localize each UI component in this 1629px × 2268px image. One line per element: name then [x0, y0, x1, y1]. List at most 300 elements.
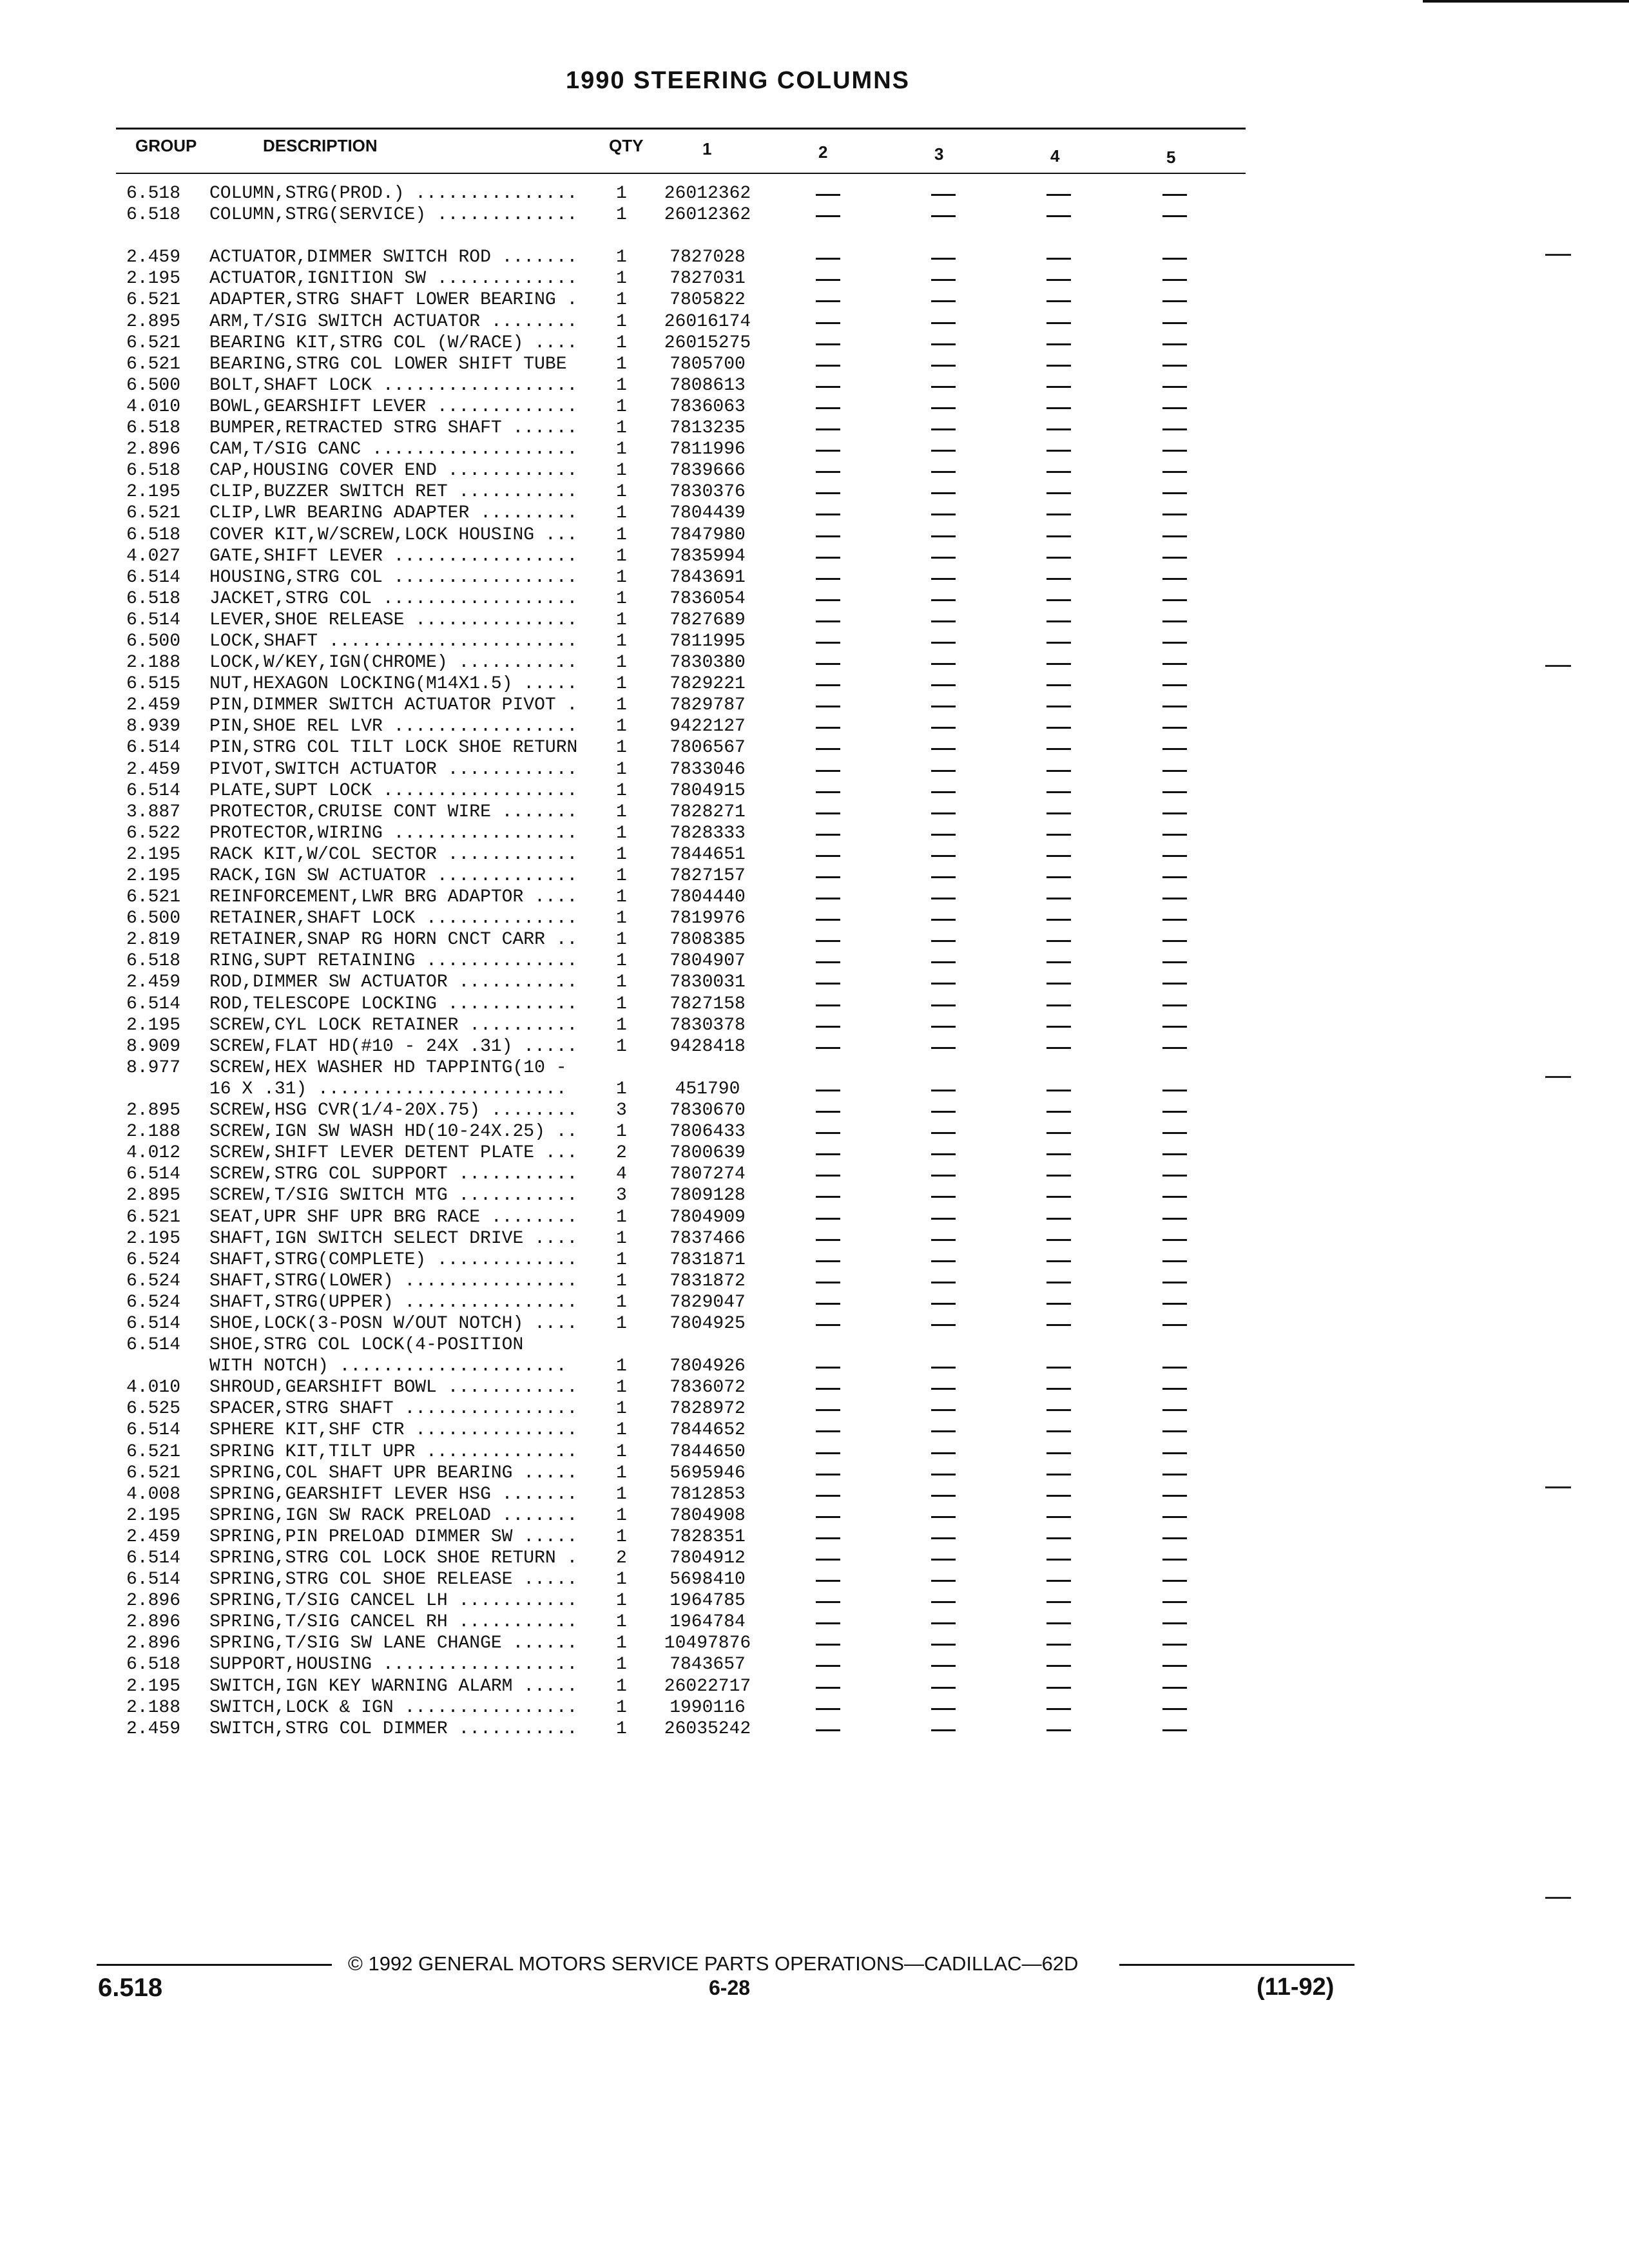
- column-2-dash: [816, 940, 840, 942]
- qty-cell: 1: [616, 1612, 627, 1633]
- description-cell: JACKET,STRG COL ..................: [209, 588, 578, 609]
- part-number-cell: 26022717: [664, 1676, 751, 1696]
- column-2-dash: [816, 620, 840, 622]
- part-number-cell: 26012362: [664, 205, 751, 226]
- column-3-dash: [931, 1687, 956, 1689]
- group-cell: 6.521: [126, 887, 181, 908]
- col-header-5: 5: [1166, 148, 1176, 167]
- column-4-dash: [1046, 322, 1071, 324]
- column-3-dash: [931, 215, 956, 217]
- column-4-dash: [1046, 1665, 1071, 1667]
- group-cell: 6.514: [126, 1548, 181, 1568]
- column-4-dash: [1046, 898, 1071, 899]
- group-cell: 2.896: [126, 439, 181, 460]
- group-cell: 6.514: [126, 1570, 181, 1590]
- column-4-dash: [1046, 663, 1071, 665]
- part-number-cell: 7800639: [670, 1143, 746, 1164]
- group-cell: 2.195: [126, 269, 181, 289]
- group-cell: 2.195: [126, 1505, 181, 1526]
- column-2-dash: [816, 855, 840, 857]
- column-4-dash: [1046, 1644, 1071, 1646]
- qty-cell: 4: [616, 1164, 627, 1185]
- description-cell: SCREW,T/SIG SWITCH MTG ...........: [209, 1186, 578, 1206]
- column-4-dash: [1046, 834, 1071, 836]
- part-number-cell: 7831872: [670, 1271, 746, 1291]
- qty-cell: 1: [616, 1697, 627, 1718]
- column-5-dash: [1162, 428, 1187, 430]
- column-4-dash: [1046, 1111, 1071, 1113]
- description-cell: SPRING,T/SIG CANCEL RH ...........: [209, 1612, 578, 1633]
- group-cell: 2.459: [126, 1718, 181, 1739]
- column-2-dash: [816, 1175, 840, 1177]
- column-4-dash: [1046, 1559, 1071, 1561]
- column-5-dash: [1162, 215, 1187, 217]
- column-5-dash: [1162, 557, 1187, 559]
- part-number-cell: 7827689: [670, 610, 746, 630]
- qty-cell: 1: [616, 332, 627, 353]
- column-5-dash: [1162, 471, 1187, 473]
- column-2-dash: [816, 876, 840, 878]
- column-2-dash: [816, 1559, 840, 1561]
- column-4-dash: [1046, 642, 1071, 644]
- description-cell: SPRING,STRG COL LOCK SHOE RETURN .: [209, 1548, 578, 1568]
- column-5-dash: [1162, 642, 1187, 644]
- part-number-cell: 7804912: [670, 1548, 746, 1568]
- col-header-group: GROUP: [135, 136, 197, 155]
- qty-cell: 1: [616, 461, 627, 481]
- column-5-dash: [1162, 791, 1187, 793]
- part-number-cell: 7829221: [670, 674, 746, 695]
- qty-cell: 1: [616, 1505, 627, 1526]
- column-4-dash: [1046, 1388, 1071, 1390]
- qty-cell: 1: [616, 610, 627, 630]
- qty-cell: 1: [616, 908, 627, 929]
- column-4-dash: [1046, 770, 1071, 772]
- qty-cell: 1: [616, 290, 627, 311]
- column-3-dash: [931, 1367, 956, 1369]
- column-5-dash: [1162, 194, 1187, 196]
- column-2-dash: [816, 919, 840, 921]
- column-3-dash: [931, 1708, 956, 1710]
- part-number-cell: 7833046: [670, 759, 746, 780]
- qty-cell: 1: [616, 1036, 627, 1057]
- description-cell: ACTUATOR,DIMMER SWITCH ROD .......: [209, 247, 578, 268]
- qty-cell: 1: [616, 311, 627, 332]
- group-cell: 3.887: [126, 802, 181, 822]
- part-number-cell: 10497876: [664, 1633, 751, 1654]
- group-cell: 4.012: [126, 1143, 181, 1164]
- group-cell: 6.514: [126, 567, 181, 588]
- column-4-dash: [1046, 365, 1071, 367]
- qty-cell: 1: [616, 1655, 627, 1675]
- column-5-dash: [1162, 855, 1187, 857]
- column-5-dash: [1162, 770, 1187, 772]
- column-3-dash: [931, 514, 956, 515]
- qty-cell: 1: [616, 759, 627, 780]
- part-number-cell: 451790: [675, 1079, 740, 1099]
- column-4-dash: [1046, 428, 1071, 430]
- column-3-dash: [931, 684, 956, 686]
- column-4-dash: [1046, 258, 1071, 260]
- qty-cell: 3: [616, 1100, 627, 1121]
- col-header-description: DESCRIPTION: [263, 136, 378, 155]
- description-cell: COLUMN,STRG(SERVICE) .............: [209, 205, 578, 226]
- column-3-dash: [931, 1622, 956, 1624]
- description-cell: SCREW,STRG COL SUPPORT ...........: [209, 1164, 578, 1185]
- group-cell: 2.459: [126, 247, 181, 268]
- column-2-dash: [816, 1132, 840, 1134]
- description-cell: NUT,HEXAGON LOCKING(M14X1.5) .....: [209, 674, 578, 695]
- description-cell: GATE,SHIFT LEVER .................: [209, 546, 578, 566]
- qty-cell: 1: [616, 247, 627, 268]
- column-4-dash: [1046, 1622, 1071, 1624]
- column-5-dash: [1162, 514, 1187, 515]
- column-4-dash: [1046, 535, 1071, 537]
- column-5-dash: [1162, 1474, 1187, 1475]
- qty-cell: 1: [616, 1718, 627, 1739]
- description-cell: RACK KIT,W/COL SECTOR ............: [209, 844, 578, 865]
- column-4-dash: [1046, 514, 1071, 515]
- qty-cell: 1: [616, 1420, 627, 1441]
- part-number-cell: 7804440: [670, 887, 746, 908]
- column-3-dash: [931, 791, 956, 793]
- part-number-cell: 7804439: [670, 503, 746, 524]
- col-header-3: 3: [934, 144, 944, 164]
- description-cell: LOCK,SHAFT .......................: [209, 631, 578, 651]
- column-3-dash: [931, 194, 956, 196]
- part-number-cell: 7804915: [670, 780, 746, 801]
- column-4-dash: [1046, 407, 1071, 409]
- column-5-dash: [1162, 663, 1187, 665]
- column-2-dash: [816, 258, 840, 260]
- column-4-dash: [1046, 1708, 1071, 1710]
- qty-cell: 1: [616, 418, 627, 439]
- column-2-dash: [816, 1388, 840, 1390]
- header-bottom-rule: [116, 173, 1246, 174]
- group-cell: 2.895: [126, 1100, 181, 1121]
- column-4-dash: [1046, 1516, 1071, 1518]
- group-cell: 4.010: [126, 396, 181, 417]
- column-2-dash: [816, 300, 840, 302]
- description-cell: BOWL,GEARSHIFT LEVER .............: [209, 396, 578, 417]
- column-5-dash: [1162, 1388, 1187, 1390]
- qty-cell: 1: [616, 866, 627, 886]
- part-number-cell: 7811996: [670, 439, 746, 460]
- column-4-dash: [1046, 1153, 1071, 1155]
- column-3-dash: [931, 1644, 956, 1646]
- group-cell: 2.188: [126, 653, 181, 673]
- column-5-dash: [1162, 1218, 1187, 1220]
- qty-cell: 1: [616, 994, 627, 1014]
- qty-cell: 1: [616, 653, 627, 673]
- column-4-dash: [1046, 1324, 1071, 1326]
- qty-cell: 1: [616, 1079, 627, 1099]
- description-cell: PIN,SHOE REL LVR .................: [209, 716, 578, 737]
- group-cell: 4.008: [126, 1484, 181, 1504]
- column-4-dash: [1046, 1430, 1071, 1432]
- column-5-dash: [1162, 1153, 1187, 1155]
- group-cell: 6.500: [126, 631, 181, 651]
- column-3-dash: [931, 1090, 956, 1091]
- group-cell: 2.895: [126, 311, 181, 332]
- column-5-dash: [1162, 1026, 1187, 1028]
- column-5-dash: [1162, 898, 1187, 899]
- column-4-dash: [1046, 1367, 1071, 1369]
- column-3-dash: [931, 748, 956, 750]
- description-cell: SHAFT,STRG(UPPER) ................: [209, 1292, 578, 1312]
- description-cell: SCREW,IGN SW WASH HD(10-24X.25) ..: [209, 1122, 578, 1142]
- group-cell: 6.525: [126, 1399, 181, 1419]
- column-4-dash: [1046, 684, 1071, 686]
- qty-cell: 1: [616, 1378, 627, 1398]
- margin-mark: [1545, 1897, 1571, 1899]
- part-number-cell: 7844652: [670, 1420, 746, 1441]
- qty-cell: 1: [616, 375, 627, 396]
- footer-rule-left: [97, 1964, 332, 1966]
- column-4-dash: [1046, 1260, 1071, 1262]
- group-cell: 2.459: [126, 695, 181, 716]
- column-2-dash: [816, 898, 840, 899]
- part-number-cell: 7830670: [670, 1100, 746, 1121]
- column-4-dash: [1046, 620, 1071, 622]
- column-5-dash: [1162, 1665, 1187, 1667]
- column-3-dash: [931, 727, 956, 729]
- column-3-dash: [931, 407, 956, 409]
- description-cell: SPRING,PIN PRELOAD DIMMER SW .....: [209, 1526, 578, 1547]
- column-4-dash: [1046, 748, 1071, 750]
- description-cell: SHAFT,STRG(LOWER) ................: [209, 1271, 578, 1291]
- column-4-dash: [1046, 1452, 1071, 1454]
- part-number-cell: 26035242: [664, 1718, 751, 1739]
- group-cell: 2.895: [126, 1186, 181, 1206]
- column-4-dash: [1046, 450, 1071, 452]
- part-number-cell: 7844651: [670, 844, 746, 865]
- qty-cell: 2: [616, 1548, 627, 1568]
- column-3-dash: [931, 855, 956, 857]
- column-3-dash: [931, 663, 956, 665]
- qty-cell: 1: [616, 439, 627, 460]
- column-3-dash: [931, 898, 956, 899]
- qty-cell: 1: [616, 588, 627, 609]
- column-3-dash: [931, 258, 956, 260]
- margin-mark: [1545, 254, 1571, 256]
- group-cell: 6.518: [126, 951, 181, 972]
- column-3-dash: [931, 876, 956, 878]
- column-3-dash: [931, 1388, 956, 1390]
- part-number-cell: 7827031: [670, 269, 746, 289]
- column-4-dash: [1046, 1282, 1071, 1283]
- column-3-dash: [931, 450, 956, 452]
- column-3-dash: [931, 620, 956, 622]
- page-title: 1990 STEERING COLUMNS: [566, 67, 910, 94]
- group-cell: 2.819: [126, 930, 181, 950]
- column-2-dash: [816, 1282, 840, 1283]
- column-2-dash: [816, 1644, 840, 1646]
- part-number-cell: 7835994: [670, 546, 746, 566]
- column-2-dash: [816, 770, 840, 772]
- column-2-dash: [816, 450, 840, 452]
- column-2-dash: [816, 535, 840, 537]
- part-number-cell: 26012362: [664, 184, 751, 204]
- qty-cell: 1: [616, 1570, 627, 1590]
- column-3-dash: [931, 1559, 956, 1561]
- column-2-dash: [816, 834, 840, 836]
- column-4-dash: [1046, 1196, 1071, 1198]
- group-cell: 6.518: [126, 524, 181, 545]
- column-4-dash: [1046, 983, 1071, 985]
- column-4-dash: [1046, 194, 1071, 196]
- qty-cell: 1: [616, 1591, 627, 1611]
- column-2-dash: [816, 1495, 840, 1497]
- column-5-dash: [1162, 1196, 1187, 1198]
- group-cell: 2.195: [126, 1015, 181, 1035]
- qty-cell: 1: [616, 802, 627, 822]
- column-2-dash: [816, 1665, 840, 1667]
- column-2-dash: [816, 279, 840, 281]
- part-number-cell: 7812853: [670, 1484, 746, 1504]
- part-number-cell: 7805700: [670, 354, 746, 374]
- column-5-dash: [1162, 1409, 1187, 1411]
- qty-cell: 1: [616, 695, 627, 716]
- column-3-dash: [931, 1026, 956, 1028]
- column-2-dash: [816, 1622, 840, 1624]
- column-4-dash: [1046, 791, 1071, 793]
- description-cell: SHOE,LOCK(3-POSN W/OUT NOTCH) ....: [209, 1313, 578, 1334]
- description-cell: PROTECTOR,CRUISE CONT WIRE .......: [209, 802, 578, 822]
- description-cell: SUPPORT,HOUSING ..................: [209, 1655, 578, 1675]
- column-3-dash: [931, 1239, 956, 1241]
- column-4-dash: [1046, 1474, 1071, 1475]
- qty-cell: 1: [616, 1292, 627, 1312]
- column-5-dash: [1162, 365, 1187, 367]
- qty-cell: 1: [616, 1015, 627, 1035]
- column-2-dash: [816, 1708, 840, 1710]
- column-2-dash: [816, 578, 840, 580]
- part-number-cell: 9428418: [670, 1036, 746, 1057]
- part-number-cell: 7827157: [670, 866, 746, 886]
- column-3-dash: [931, 492, 956, 494]
- description-cell: WITH NOTCH) .....................: [209, 1356, 567, 1377]
- qty-cell: 1: [616, 205, 627, 226]
- column-4-dash: [1046, 1495, 1071, 1497]
- description-cell: 16 X .31) .......................: [209, 1079, 567, 1099]
- column-5-dash: [1162, 1516, 1187, 1518]
- description-cell: COVER KIT,W/SCREW,LOCK HOUSING ...: [209, 524, 578, 545]
- column-3-dash: [931, 1111, 956, 1113]
- column-5-dash: [1162, 1132, 1187, 1134]
- column-5-dash: [1162, 876, 1187, 878]
- column-2-dash: [816, 194, 840, 196]
- group-cell: 6.521: [126, 1207, 181, 1227]
- part-number-cell: 7828972: [670, 1399, 746, 1419]
- description-cell: SCREW,SHIFT LEVER DETENT PLATE ...: [209, 1143, 578, 1164]
- group-cell: 2.188: [126, 1697, 181, 1718]
- group-cell: 6.500: [126, 375, 181, 396]
- column-5-dash: [1162, 727, 1187, 729]
- group-cell: 2.896: [126, 1612, 181, 1633]
- column-4-dash: [1046, 1132, 1071, 1134]
- description-cell: SPRING,GEARSHIFT LEVER HSG .......: [209, 1484, 578, 1504]
- group-cell: 6.515: [126, 674, 181, 695]
- description-cell: CAM,T/SIG CANC ...................: [209, 439, 578, 460]
- part-number-cell: 5695946: [670, 1463, 746, 1483]
- column-2-dash: [816, 1729, 840, 1731]
- part-number-cell: 26015275: [664, 332, 751, 353]
- column-5-dash: [1162, 1047, 1187, 1049]
- group-cell: 6.514: [126, 610, 181, 630]
- column-5-dash: [1162, 1644, 1187, 1646]
- description-cell: SEAT,UPR SHF UPR BRG RACE ........: [209, 1207, 578, 1227]
- description-cell: CAP,HOUSING COVER END ............: [209, 461, 578, 481]
- description-cell: SWITCH,LOCK & IGN ................: [209, 1697, 578, 1718]
- column-5-dash: [1162, 578, 1187, 580]
- column-2-dash: [816, 663, 840, 665]
- column-4-dash: [1046, 386, 1071, 388]
- part-number-cell: 7830376: [670, 482, 746, 503]
- column-5-dash: [1162, 1111, 1187, 1113]
- qty-cell: 1: [616, 1271, 627, 1291]
- column-3-dash: [931, 1516, 956, 1518]
- qty-cell: 1: [616, 567, 627, 588]
- group-cell: 8.909: [126, 1036, 181, 1057]
- group-cell: 2.195: [126, 844, 181, 865]
- column-5-dash: [1162, 492, 1187, 494]
- column-2-dash: [816, 322, 840, 324]
- description-cell: LEVER,SHOE RELEASE ...............: [209, 610, 578, 630]
- part-number-cell: 7836054: [670, 588, 746, 609]
- column-5-dash: [1162, 961, 1187, 963]
- column-5-dash: [1162, 1687, 1187, 1689]
- column-3-dash: [931, 706, 956, 707]
- description-cell: SPRING,STRG COL SHOE RELEASE .....: [209, 1570, 578, 1590]
- part-number-cell: 7809128: [670, 1186, 746, 1206]
- column-4-dash: [1046, 599, 1071, 601]
- column-3-dash: [931, 1580, 956, 1582]
- column-3-dash: [931, 1303, 956, 1305]
- qty-cell: 1: [616, 972, 627, 993]
- column-5-dash: [1162, 940, 1187, 942]
- group-cell: 6.521: [126, 290, 181, 311]
- column-3-dash: [931, 812, 956, 814]
- column-2-dash: [816, 1687, 840, 1689]
- column-4-dash: [1046, 300, 1071, 302]
- column-2-dash: [816, 1111, 840, 1113]
- part-number-cell: 7808385: [670, 930, 746, 950]
- part-number-cell: 7837466: [670, 1228, 746, 1249]
- qty-cell: 1: [616, 823, 627, 843]
- qty-cell: 1: [616, 1441, 627, 1462]
- description-cell: SWITCH,STRG COL DIMMER ...........: [209, 1718, 578, 1739]
- part-number-cell: 7836072: [670, 1378, 746, 1398]
- footer-date-code: (11-92): [1257, 1974, 1335, 2001]
- column-4-dash: [1046, 1580, 1071, 1582]
- group-cell: 6.521: [126, 503, 181, 524]
- part-number-cell: 7827028: [670, 247, 746, 268]
- footer-page-number: 6-28: [709, 1976, 751, 1999]
- qty-cell: 1: [616, 1356, 627, 1377]
- part-number-cell: 7829787: [670, 695, 746, 716]
- description-cell: ADAPTER,STRG SHAFT LOWER BEARING .: [209, 290, 578, 311]
- description-cell: SPACER,STRG SHAFT ................: [209, 1399, 578, 1419]
- qty-cell: 1: [616, 184, 627, 204]
- column-3-dash: [931, 1495, 956, 1497]
- column-3-dash: [931, 300, 956, 302]
- qty-cell: 1: [616, 1463, 627, 1483]
- column-4-dash: [1046, 940, 1071, 942]
- column-2-dash: [816, 514, 840, 515]
- qty-cell: 1: [616, 482, 627, 503]
- col-header-qty: QTY: [609, 136, 644, 155]
